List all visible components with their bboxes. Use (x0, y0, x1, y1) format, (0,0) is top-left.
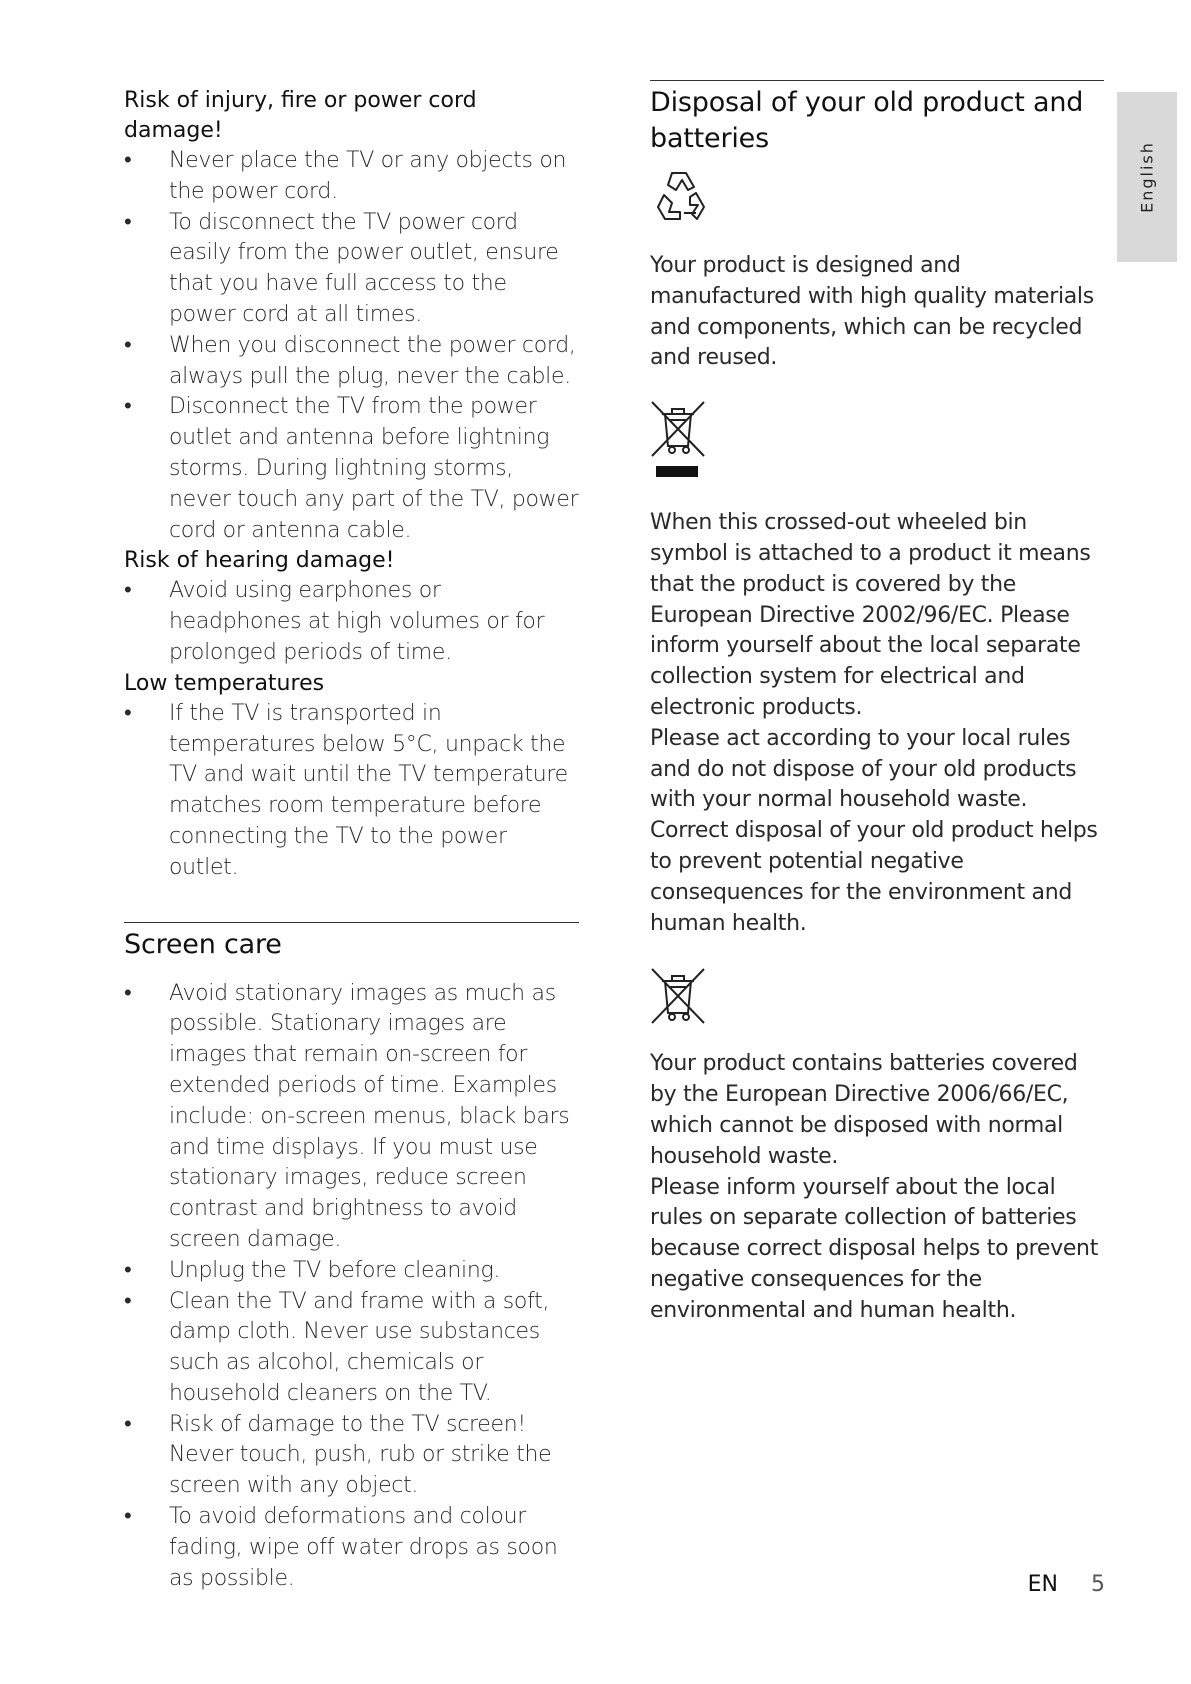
list-item: • Never place the TV or any objects on the power cord. (124, 146, 579, 208)
list-item: • Disconnect the TV from the power outlet and antenna before lightning storms. During lightning storms, never touch any part of the TV, power cord or antenna cable. (124, 392, 579, 546)
section-divider (650, 80, 1104, 81)
risk-injury-list (124, 146, 579, 546)
footer-language: EN (1027, 1572, 1058, 1597)
list-item: • Avoid using earphones or headphones at high volumes or for prolonged periods of time. (124, 576, 579, 668)
language-tab (1117, 92, 1177, 262)
list-item: • Clean the TV and frame with a soft, damp cloth. Never use substances such as alcohol, chemicals or household cleaners on the TV. (124, 1287, 579, 1410)
page-footer (1028, 1572, 1105, 1597)
screen-care-list (124, 979, 579, 1595)
crossed-out-wheeled-bin-icon (650, 398, 706, 478)
battery-paragraph: Please inform yourself about the local rules on separate collection of batteries because correct disposal helps to prevent negative consequences for the environmental and human health. (650, 1174, 1099, 1323)
risk-hearing-heading: Risk of hearing damage! (124, 548, 395, 574)
language-tab-label: English (1137, 141, 1157, 213)
screen-care-title: Screen care (124, 928, 282, 960)
risk-injury-heading: Risk of injury, fire or power cord damage! (124, 88, 477, 143)
list-item: • If the TV is transported in temperatures below 5°C, unpack the TV and wait until the TV temperature matches room temperature before connecting the TV to the power outlet. (124, 699, 579, 884)
list-item: • Avoid stationary images as much as possible. Stationary images are images that remain on-screen for extended periods of time. Examples include: on-screen menus, black bars and time displays. If you must use stationary images, reduce screen contrast and brightness to avoid screen damage. (124, 979, 579, 1256)
bin-paragraph: Please act according to your local rules and do not dispose of your old products with your normal household waste. (650, 725, 1077, 813)
low-temperatures-heading: Low temperatures (124, 670, 325, 696)
recycle-text: Your product is designed and manufactured with high quality materials and components, which can be recycled and reused. (650, 253, 1094, 371)
section-divider (124, 922, 579, 923)
list-item: • To avoid deformations and colour fading, wipe off water drops as soon as possible. (124, 1502, 579, 1594)
list-item: • To disconnect the TV power cord easily from the power outlet, ensure that you have full access to the power cord at all times. (124, 208, 579, 331)
recycle-icon (650, 167, 710, 231)
left-column (124, 86, 579, 1594)
page-number: 5 (1091, 1572, 1105, 1597)
list-item: • When you disconnect the power cord, always pull the plug, never the cable. (124, 331, 579, 393)
risk-hearing-list (124, 576, 579, 668)
bin-paragraph: Correct disposal of your old product helps to prevent potential negative consequences for the environment and human health. (650, 818, 1098, 936)
list-item: • Risk of damage to the TV screen! Never touch, push, rub or strike the screen with any object. (124, 1410, 579, 1502)
list-item: • Unplug the TV before cleaning. (124, 1256, 579, 1287)
right-column (650, 80, 1104, 1327)
battery-paragraph: Your product contains batteries covered by the European Directive 2006/66/EC, which cannot be disposed with normal household waste. (650, 1051, 1078, 1169)
battery-bin-icon (650, 965, 706, 1027)
disposal-title: Disposal of your old product and batteries (650, 87, 1084, 154)
low-temperatures-list (124, 699, 579, 884)
bin-paragraph: When this crossed-out wheeled bin symbol is attached to a product it means that the product is covered by the European Directive 2002/96/EC. Please inform yourself about the local separate collection system for electrical and electronic products. (650, 510, 1091, 720)
